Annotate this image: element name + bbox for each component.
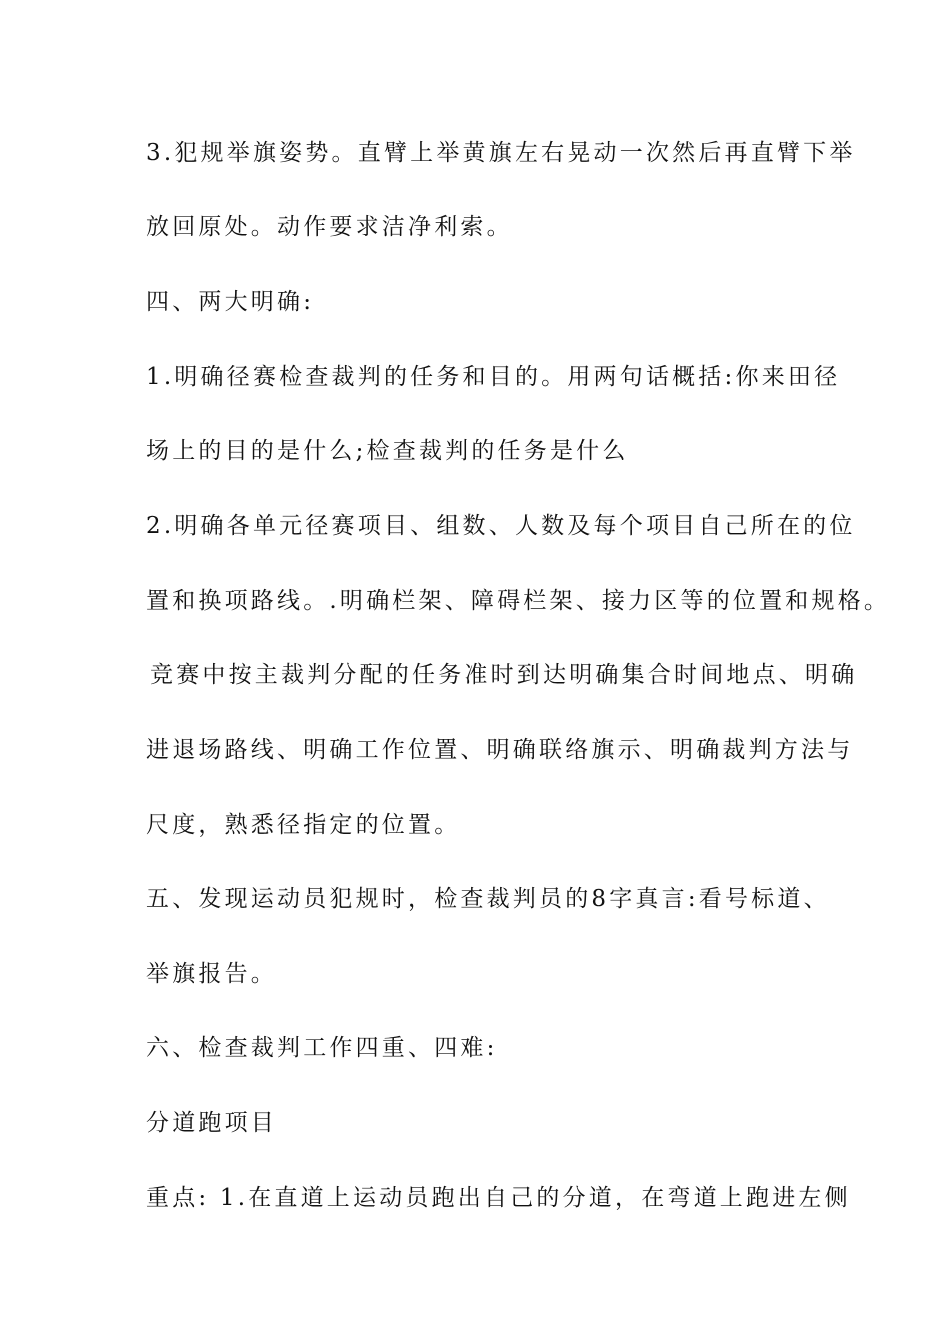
text-line: 1.明确径赛检查裁判的任务和目的。用两句话概括:你来田径 [146, 364, 841, 390]
text-line: 举旗报告。 [146, 961, 277, 987]
subsection-heading: 分道跑项目 [146, 1110, 277, 1136]
section-heading: 六、检查裁判工作四重、四难: [146, 1035, 498, 1061]
text-line: 3.犯规举旗姿势。直臂上举黄旗左右晃动一次然后再直臂下举 [146, 140, 856, 166]
text-line: 进退场路线、明确工作位置、明确联络旗示、明确裁判方法与 [146, 737, 854, 763]
text-line: 重点: 1.在直道上运动员跑出自己的分道，在弯道上跑进左侧 [146, 1185, 851, 1211]
text-line: 场上的目的是什么;检查裁判的任务是什么 [146, 438, 629, 464]
section-heading: 五、发现运动员犯规时，检查裁判员的8字真言:看号标道、 [146, 886, 830, 912]
text-line: 尺度，熟悉径指定的位置。 [146, 812, 461, 838]
section-heading: 四、两大明确: [146, 289, 315, 315]
text-line: 竞赛中按主裁判分配的任务准时到达明确集合时间地点、明确 [150, 662, 858, 688]
text-line: 放回原处。动作要求洁净利索。 [146, 214, 513, 240]
text-line: 置和换项路线。.明确栏架、障碍栏架、接力区等的位置和规格。 [146, 588, 891, 614]
text-line: 2.明确各单元径赛项目、组数、人数及每个项目自己所在的位 [146, 513, 856, 539]
